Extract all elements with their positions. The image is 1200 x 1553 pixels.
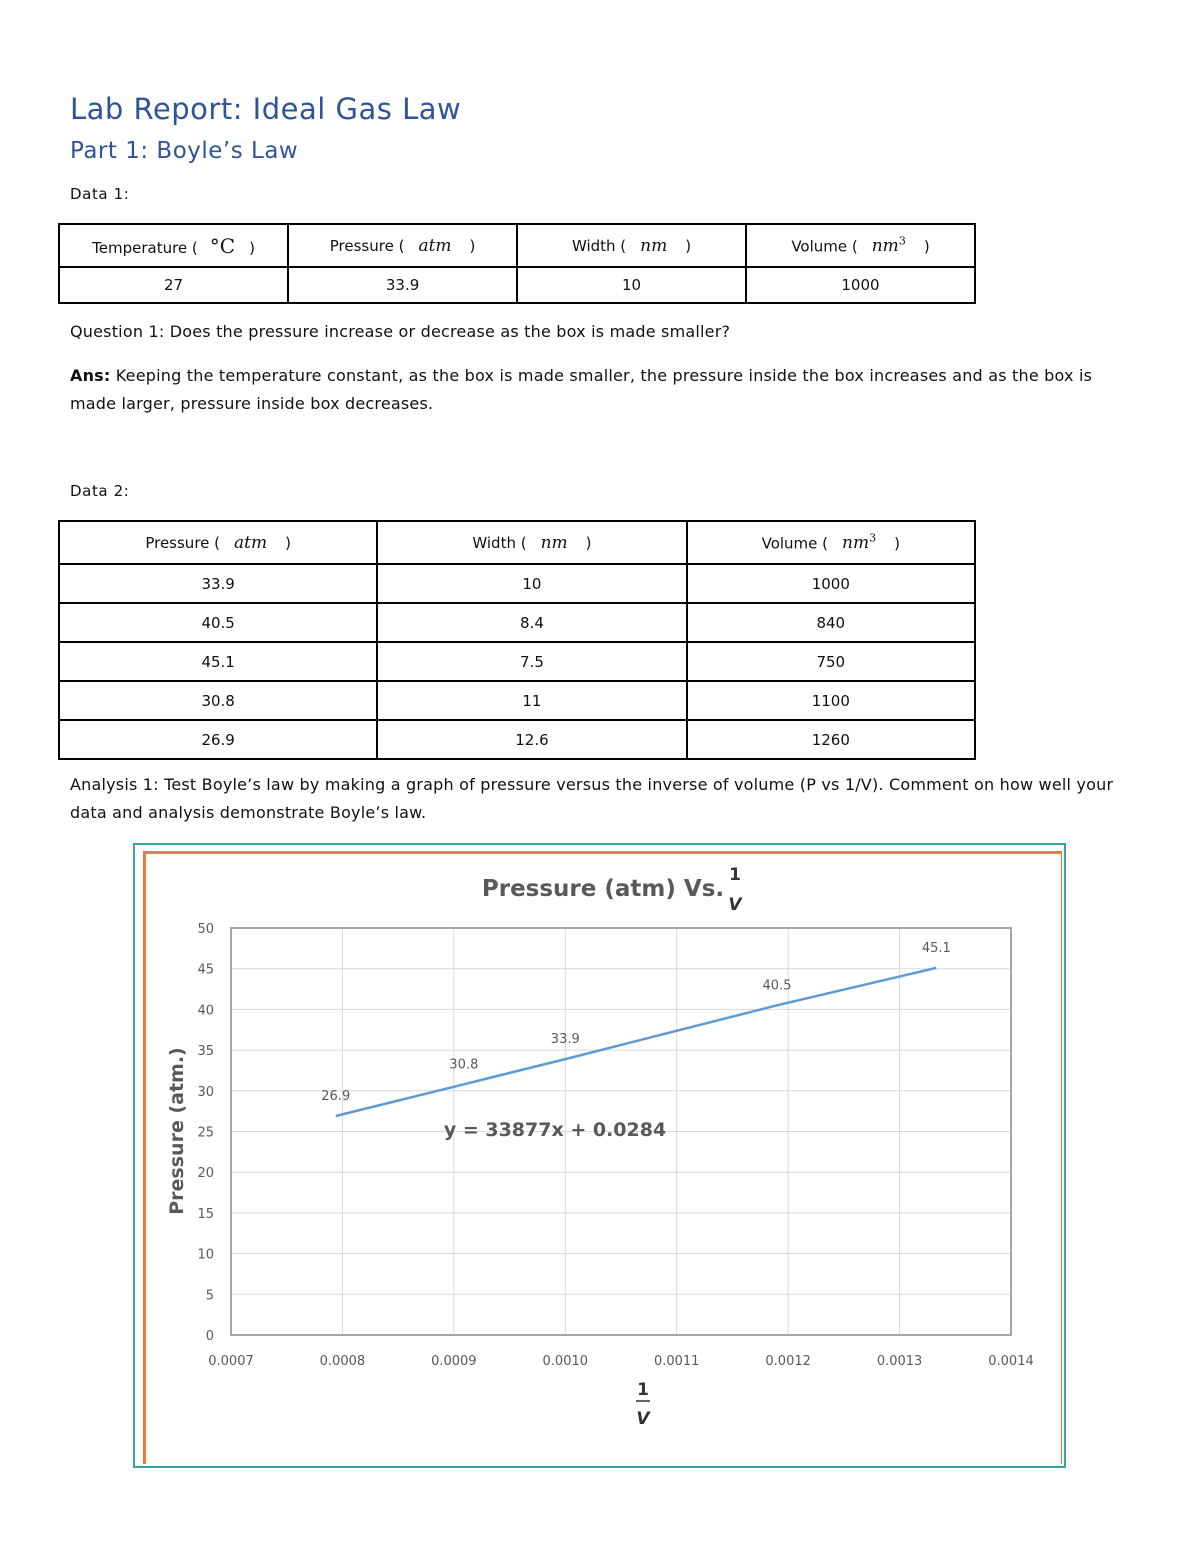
data2-cell: 8.4: [377, 603, 686, 642]
page-title: Lab Report: Ideal Gas Law: [70, 92, 462, 126]
x-tick-label: 0.0008: [319, 1354, 366, 1369]
x-tick-label: 0.0009: [431, 1354, 477, 1369]
y-tick-label: 35: [197, 1044, 214, 1060]
y-tick-label: 30: [197, 1084, 214, 1100]
y-tick-label: 0: [205, 1329, 214, 1344]
data2-cell: 30.8: [59, 681, 377, 720]
data-labels: [321, 941, 951, 1104]
x-axis-ticks: [208, 1354, 1034, 1369]
answer-label: Ans:: [70, 366, 111, 385]
chart-title-numerator: 1: [729, 865, 741, 885]
y-axis-title: Pressure (atm.): [166, 1047, 188, 1215]
y-axis-ticks: [197, 922, 214, 1344]
y-tick-label: 45: [197, 962, 214, 978]
data1-header-temperature: Temperature ( °C ): [59, 224, 288, 267]
data-label: 26.9: [321, 1089, 351, 1105]
x-axis-title-numerator: 1: [637, 1380, 649, 1400]
y-tick-label: 20: [197, 1166, 214, 1182]
data2-cell: 12.6: [377, 720, 686, 759]
x-tick-label: 0.0010: [542, 1354, 589, 1369]
x-axis-title-denominator: V: [636, 1409, 650, 1429]
y-tick-label: 40: [197, 1003, 214, 1019]
data2-cell: 45.1: [59, 642, 377, 681]
y-tick-label: 50: [197, 922, 214, 937]
series-line: [336, 968, 937, 1116]
y-tick-label: 10: [197, 1247, 214, 1263]
data2-cell: 26.9: [59, 720, 377, 759]
data2-header-volume: Volume ( $nm^3$ ): [687, 521, 975, 564]
chart-title: Pressure (atm) Vs.: [481, 876, 725, 902]
data-label: 33.9: [550, 1032, 580, 1048]
data2-cell: 7.5: [377, 642, 686, 681]
data1-cell-pressure: 33.9: [288, 267, 517, 303]
data2-cell: 40.5: [59, 603, 377, 642]
section-subtitle: Part 1: Boyle’s Law: [70, 138, 299, 164]
analysis1-text: Analysis 1: Test Boyle’s law by making a graph of pressure versus the inverse of volume (P vs 1/V). Comment on how well your data and analysis demonstrate Boyle’s law.: [70, 775, 1114, 822]
answer-text: Keeping the temperature constant, as the box is made smaller, the pressure inside the box increases and as the box is made larger, pressure inside box decreases.: [70, 366, 1093, 413]
data2-cell: 11: [377, 681, 686, 720]
data2-cell: 1000: [687, 564, 975, 603]
data2-cell: 1260: [687, 720, 975, 759]
data2-header-pressure: Pressure ( atm ): [59, 521, 377, 564]
x-tick-label: 0.0014: [988, 1354, 1034, 1369]
data1-cell-width: 10: [517, 267, 746, 303]
data2-header-width: Width ( nm ): [377, 521, 686, 564]
x-tick-label: 0.0007: [208, 1354, 254, 1369]
data2-cell: 33.9: [59, 564, 377, 603]
data2-cell: 840: [687, 603, 975, 642]
data2-cell: 1100: [687, 681, 975, 720]
data1-header-width: Width ( nm ): [517, 224, 746, 267]
data-label: 45.1: [921, 940, 951, 956]
chart-title-denominator: V: [728, 895, 742, 915]
data1-cell-volume: 1000: [746, 267, 975, 303]
question1-text: Question 1: Does the pressure increase or decrease as the box is made smaller?: [70, 322, 731, 341]
y-tick-label: 15: [197, 1206, 214, 1222]
data1-label: Data 1:: [70, 185, 130, 203]
y-tick-label: 25: [197, 1125, 214, 1141]
trendline-equation: y = 33877x + 0.0284: [443, 1119, 667, 1141]
data2-cell: 10: [377, 564, 686, 603]
data1-cell-temperature: 27: [59, 267, 288, 303]
data2-label: Data 2:: [70, 482, 130, 500]
data1-header-volume: Volume ( $nm^3$ ): [746, 224, 975, 267]
data-label: 30.8: [449, 1057, 479, 1073]
data2-cell: 750: [687, 642, 975, 681]
x-tick-label: 0.0012: [765, 1354, 811, 1369]
x-tick-label: 0.0013: [876, 1354, 923, 1369]
x-tick-label: 0.0011: [653, 1354, 700, 1369]
data-label: 40.5: [762, 978, 792, 994]
y-tick-label: 5: [205, 1288, 214, 1304]
data1-header-pressure: Pressure ( atm ): [288, 224, 517, 267]
